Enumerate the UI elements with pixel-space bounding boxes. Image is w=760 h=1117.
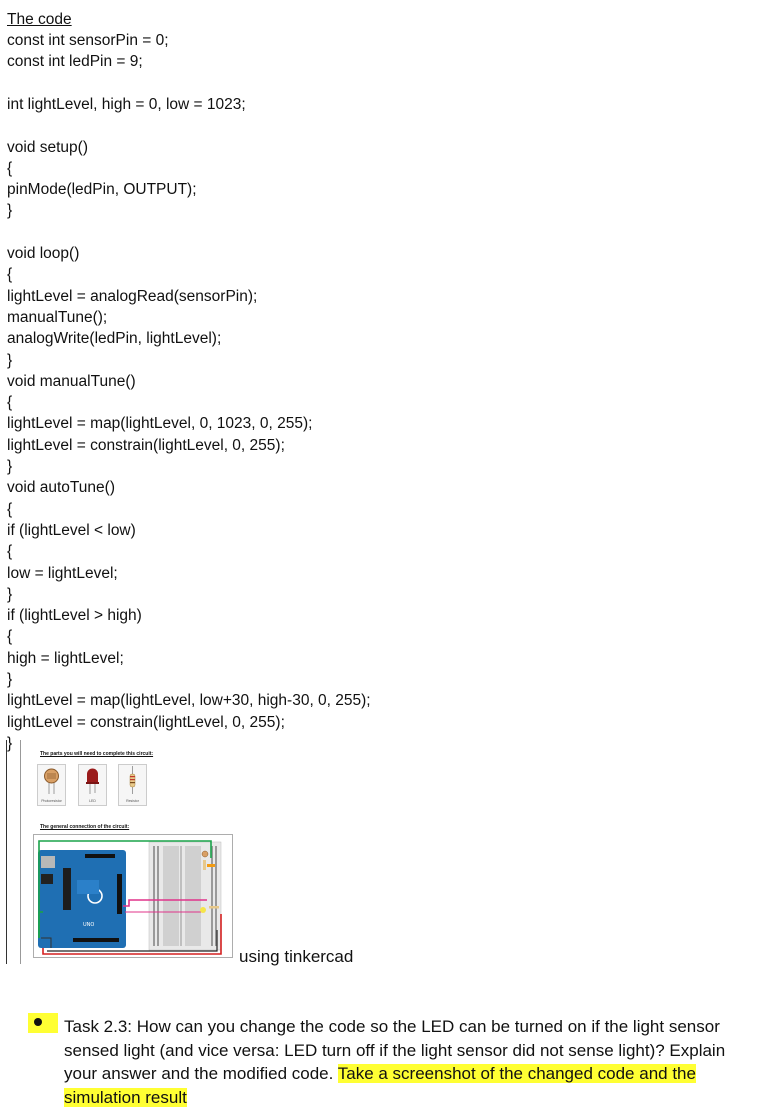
parts-caption: The parts you will need to complete this circuit: — [40, 751, 154, 757]
code-line: lightLevel = map(lightLevel, low+30, high-30, 0, 255); — [7, 692, 371, 710]
code-line: pinMode(ledPin, OUTPUT); — [7, 181, 197, 199]
resistor-part — [118, 764, 147, 806]
part-label: LED — [89, 799, 96, 803]
figure-border — [6, 740, 7, 964]
task-paragraph — [64, 1015, 734, 1109]
photoresistor-part — [37, 764, 66, 806]
code-line: if (lightLevel > high) — [7, 607, 142, 625]
tinkercad-label: using tinkercad — [239, 947, 354, 966]
code-line: lightLevel = constrain(lightLevel, 0, 255); — [7, 713, 285, 731]
code-heading: The code — [7, 11, 72, 28]
code-line: { — [7, 266, 13, 284]
photoresistor-icon — [38, 765, 65, 795]
code-line: const int sensorPin = 0; — [7, 32, 169, 49]
bullet-highlight — [28, 1013, 58, 1033]
code-line: manualTune(); — [7, 308, 108, 326]
code-line: low = lightLevel; — [7, 564, 118, 582]
code-line: { — [7, 543, 13, 561]
code-line: { — [7, 394, 13, 412]
code-line: } — [7, 202, 13, 220]
figure-border — [20, 740, 21, 964]
code-line: } — [7, 585, 13, 603]
code-line: void manualTune() — [7, 372, 136, 390]
code-line: { — [7, 628, 13, 646]
code-line: { — [7, 500, 13, 518]
code-line: const int ledPin = 9; — [7, 53, 143, 71]
code-line: int lightLevel, high = 0, low = 1023; — [7, 95, 246, 113]
code-line: } — [7, 671, 13, 688]
code-line: } — [7, 351, 13, 369]
part-label: Photoresistor — [41, 799, 62, 803]
code-line: void loop() — [7, 245, 80, 262]
code-line: void autoTune() — [7, 479, 115, 497]
code-line: lightLevel = analogRead(sensorPin); — [7, 287, 258, 305]
task-highlighted-text: Take a screenshot of the changed code and the simulation result — [64, 1064, 696, 1107]
bullet-icon — [34, 1018, 42, 1026]
code-line: void setup() — [7, 138, 88, 156]
resistor-icon — [119, 765, 146, 795]
code-line: } — [7, 734, 13, 752]
svg-text:UNO: UNO — [83, 922, 95, 928]
part-label: Resistor — [126, 799, 139, 803]
connection-caption: The general connection of the circuit: — [40, 824, 130, 830]
circuit-diagram — [33, 834, 233, 958]
task-text: Task 2.3: How can you change the code so the LED can be turned on if the light sensor sensed light (and vice versa: LED turn off if the light sensor did not sense light)? Explain your answer and the modified code. — [64, 1017, 726, 1083]
led-part — [78, 764, 107, 806]
led-icon — [79, 765, 106, 795]
code-line: if (lightLevel < low) — [7, 521, 136, 539]
code-line: high = lightLevel; — [7, 649, 124, 667]
code-line: { — [7, 159, 13, 177]
code-line: lightLevel = map(lightLevel, 0, 1023, 0, 255); — [7, 415, 313, 433]
code-line: } — [7, 458, 13, 475]
code-line: lightLevel = constrain(lightLevel, 0, 255); — [7, 436, 285, 454]
code-line: analogWrite(ledPin, lightLevel); — [7, 330, 222, 348]
